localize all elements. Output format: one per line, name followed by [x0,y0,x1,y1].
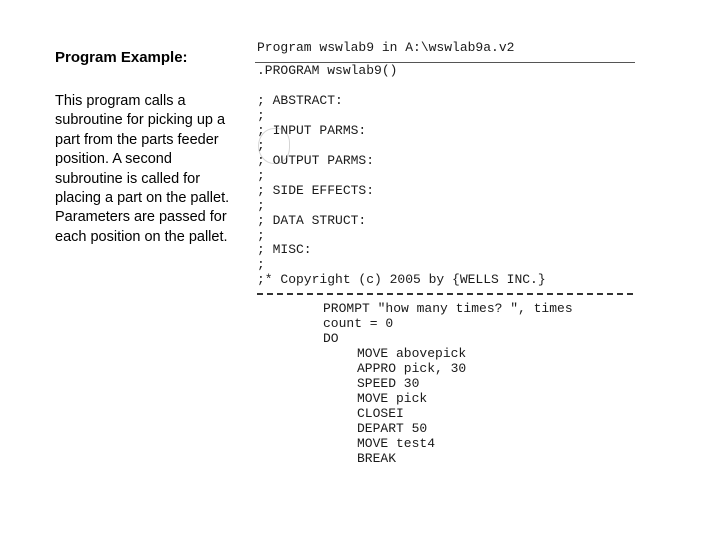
code-line: SPEED 30 [357,376,420,391]
program-declaration: .PROGRAM wswlab9() [257,63,398,78]
scan-smudge [258,128,290,164]
code-line: DO [323,331,339,346]
comment-line: ; [257,138,265,153]
copyright-line: ;* Copyright (c) 2005 by {WELLS INC.} [257,272,546,287]
comment-line: ; MISC: [257,242,312,257]
comment-line: ; SIDE EFFECTS: [257,183,375,198]
comment-line: ; INPUT PARMS: [257,123,367,138]
slide-title: Program Example: [55,49,188,66]
comment-line: ; [257,228,265,243]
comment-line: ; [257,198,265,213]
comment-line: ; OUTPUT PARMS: [257,153,375,168]
code-line: MOVE abovepick [357,346,467,361]
comment-line: ; [257,168,265,183]
listing-header: Program wswlab9 in A:\wswlab9a.v2 [257,40,515,55]
comment-line: ; ABSTRACT: [257,93,343,108]
comment-line: ; [257,257,265,272]
code-line: CLOSEI [357,406,404,421]
comment-divider [257,293,633,295]
comment-line: ; [257,108,265,123]
scanned-code-listing [255,38,640,468]
code-line: MOVE pick [357,391,428,406]
code-line: DEPART 50 [357,421,428,436]
code-line: PROMPT "how many times? ", times [323,301,573,316]
code-line: APPRO pick, 30 [357,361,467,376]
comment-line: ; DATA STRUCT: [257,213,367,228]
slide-description: This program calls a subroutine for picking up a part from the parts feeder position. A second subroutine is called for placing a part on the pallet. Parameters are passed for each position on the pallet. [55,93,230,245]
code-line: count = 0 [323,316,394,331]
code-line: BREAK [357,451,397,466]
code-line: MOVE test4 [357,436,436,451]
